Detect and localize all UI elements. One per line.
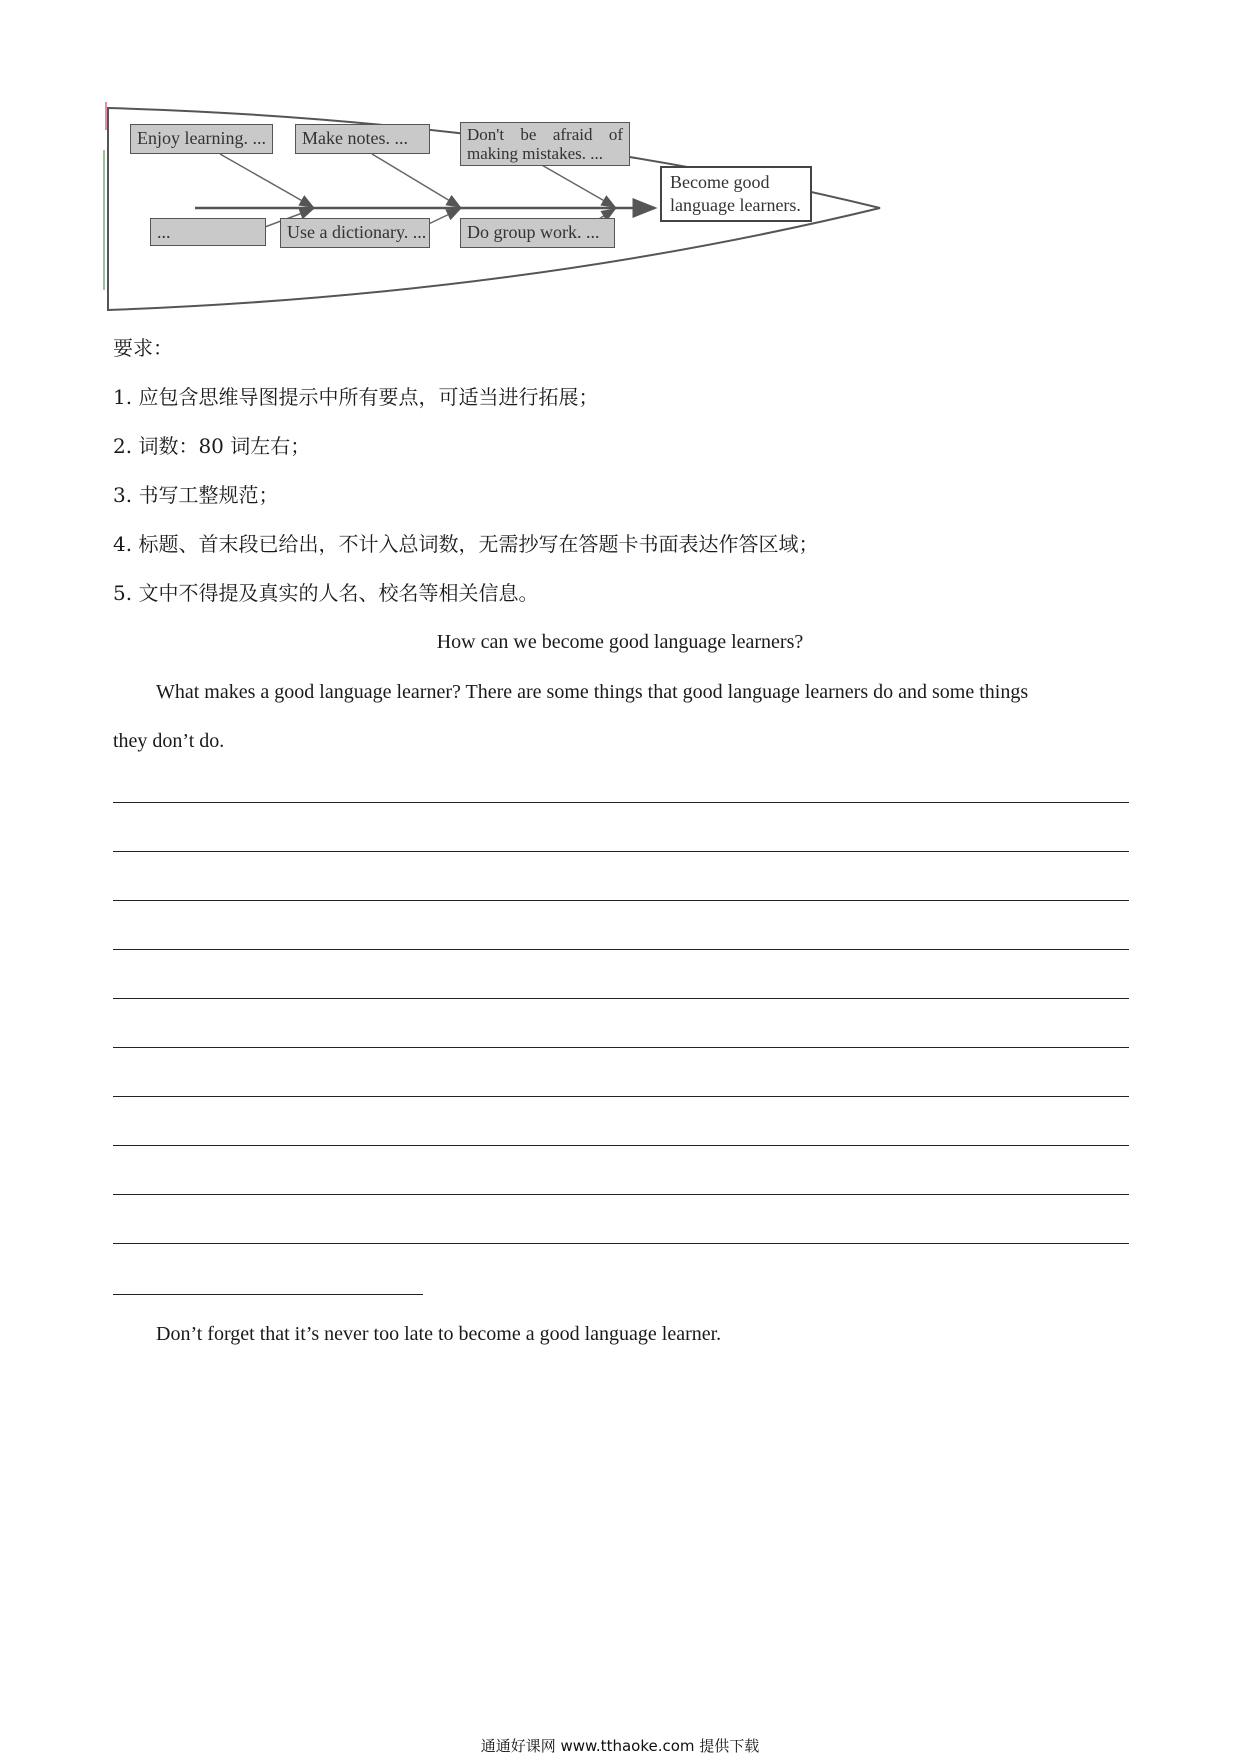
bone-upper-1	[220, 154, 313, 207]
box-blank: ...	[150, 218, 266, 246]
essay-opening-line-2: they don’t do.	[113, 730, 225, 752]
requirements-heading: 要求：	[113, 336, 173, 360]
writing-line[interactable]	[113, 802, 1129, 803]
writing-line-short[interactable]	[113, 1294, 423, 1295]
writing-line[interactable]	[113, 1145, 1129, 1146]
box-dont-be-afraid: Don't be afraid of making mistakes. ...	[460, 122, 630, 166]
writing-line[interactable]	[113, 1047, 1129, 1048]
writing-line[interactable]	[113, 949, 1129, 950]
requirement-item-4: 4. 标题、首末段已给出，不计入总词数，无需抄写在答题卡书面表达作答区域；	[113, 532, 819, 556]
box-make-notes: Make notes. ...	[295, 124, 430, 154]
writing-line[interactable]	[113, 1243, 1129, 1244]
fishbone-diagram	[100, 90, 1000, 320]
box-enjoy-learning: Enjoy learning. ...	[130, 124, 273, 154]
essay-title: How can we become good language learners?	[436, 631, 804, 653]
box-use-dictionary: Use a dictionary. ...	[280, 218, 430, 248]
writing-line[interactable]	[113, 1096, 1129, 1097]
box-goal: Become good language learners.	[660, 166, 812, 222]
requirement-item-3: 3. 书写工整规范；	[113, 483, 279, 507]
bone-upper-2	[372, 154, 460, 207]
footer-watermark: 通通好课网 www.tthaoke.com 提供下载	[480, 1737, 760, 1755]
requirement-item-2: 2. 词数：80 词左右；	[113, 434, 311, 458]
writing-line[interactable]	[113, 998, 1129, 999]
essay-opening-line-1: What makes a good language learner? There are some things that good language learners do and some things	[156, 681, 1029, 703]
box-group-work: Do group work. ...	[460, 218, 615, 248]
writing-line[interactable]	[113, 851, 1129, 852]
writing-line[interactable]	[113, 1194, 1129, 1195]
requirement-item-1: 1. 应包含思维导图提示中所有要点，可适当进行拓展；	[113, 385, 599, 409]
requirement-item-5: 5. 文中不得提及真实的人名、校名等相关信息。	[113, 581, 539, 605]
writing-line[interactable]	[113, 900, 1129, 901]
bone-upper-3	[540, 164, 615, 207]
essay-closing: Don’t forget that it’s never too late to become a good language learner.	[156, 1323, 722, 1345]
